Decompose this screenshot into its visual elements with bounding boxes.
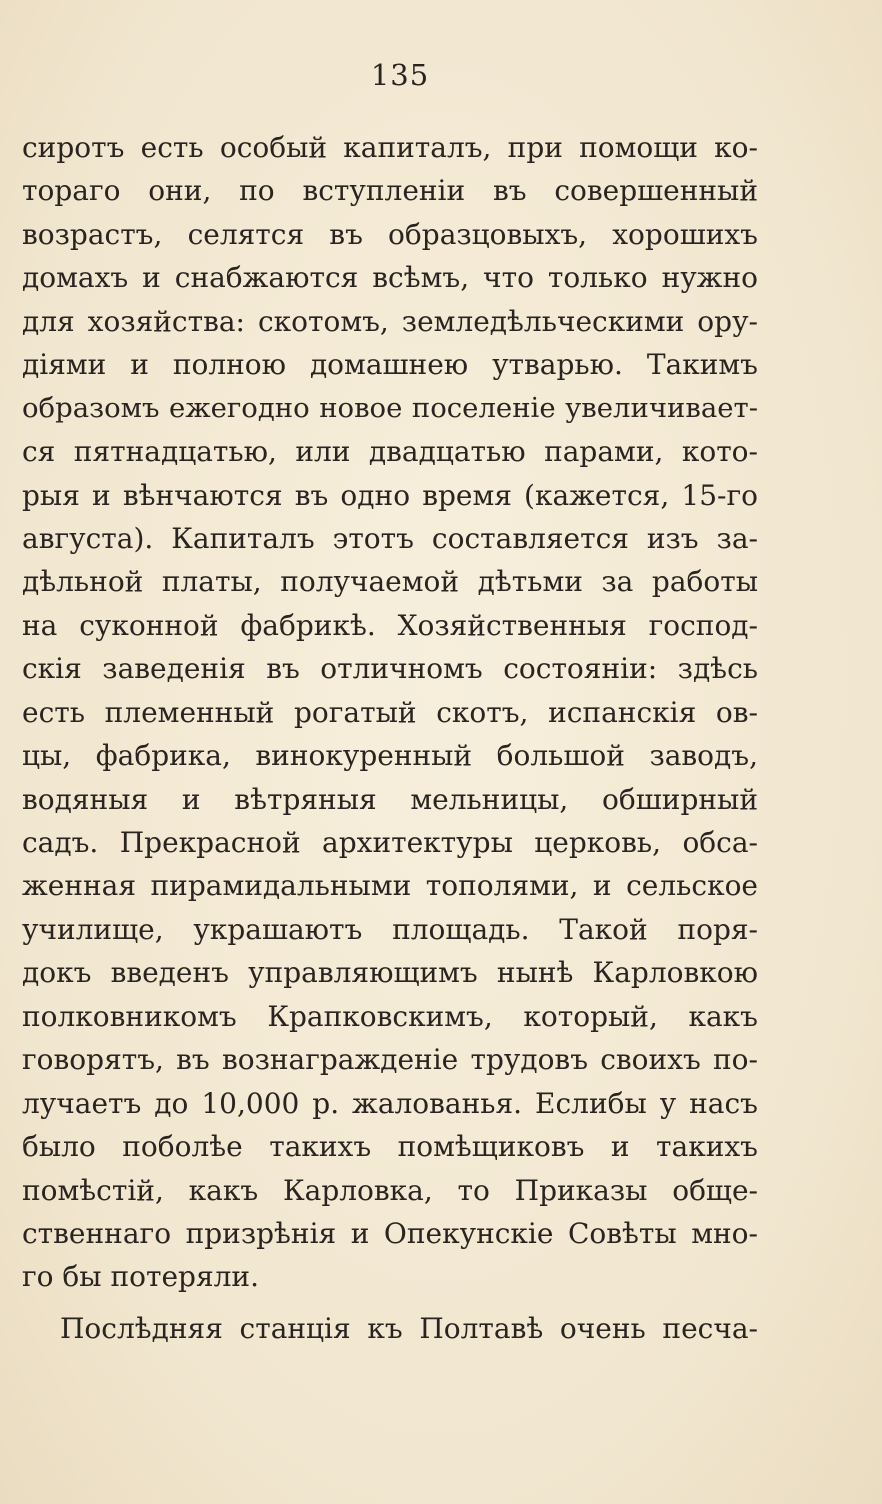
text-line: есть племенный рогатый скотъ, испанскія ов- [22, 695, 758, 729]
text-line: образомъ ежегодно новое поселеніе увеличивает- [22, 391, 758, 424]
text-line: рыя и вѣнчаются въ одно время (кажется, 15-го [22, 478, 758, 512]
text-line: ся пятнадцатью, или двадцатью парами, кото- [22, 435, 758, 469]
text-line: говорятъ, въ вознагражденіе трудовъ своихъ по- [22, 1043, 758, 1077]
text-line: го бы потеряли. [22, 1260, 259, 1294]
text-line: августа). Капиталъ этотъ составляется изъ за- [22, 521, 758, 555]
paragraph-1 [22, 126, 758, 1299]
text-line: на суконной фабрикѣ. Хозяйственныя господ- [22, 608, 758, 642]
text-line: училище, украшаютъ площадь. Такой поря- [22, 912, 758, 946]
text-line: садъ. Прекрасной архитектуры церковь, обса- [22, 826, 758, 859]
text-line: цы, фабрика, винокуренный большой заводъ, [22, 739, 758, 773]
text-line: женная пирамидальными тополями, и сельское [22, 869, 758, 903]
text-line: Послѣдняя станція къ Полтавѣ очень песча- [60, 1311, 758, 1345]
paragraph-2 [22, 1307, 758, 1350]
text-line: дѣльной платы, получаемой дѣтьми за работы [22, 565, 758, 599]
text-line: докъ введенъ управляющимъ нынѣ Карловкою [22, 956, 758, 990]
text-line: водяныя и вѣтряныя мельницы, обширный [22, 782, 758, 816]
text-line: сиротъ есть особый капиталъ, при помощи ко- [22, 131, 758, 164]
text-line: лучаетъ до 10,000 р. жалованья. Еслибы у насъ [22, 1086, 758, 1120]
text-line: діями и полною домашнею утварью. Такимъ [22, 348, 758, 382]
text-line: для хозяйства: скотомъ, земледѣльческими ору- [22, 304, 758, 338]
text-line: помѣстій, какъ Карловка, то Приказы обще- [22, 1173, 758, 1207]
text-line: полковникомъ Крапковскимъ, который, какъ [22, 999, 758, 1033]
text-line: возрастъ, селятся въ образцовыхъ, хорошихъ [22, 217, 758, 251]
body-text [22, 126, 758, 1350]
text-line: скія заведенія въ отличномъ состояніи: здѣсь [22, 652, 758, 686]
page-number: 135 [370, 58, 430, 92]
paragraph-gap [22, 1299, 758, 1307]
text-line: тораго они, по вступленіи въ совершенный [22, 174, 758, 208]
text-line: ственнаго призрѣнія и Опекунскіе Совѣты мно- [22, 1216, 758, 1250]
text-line: домахъ и снабжаются всѣмъ, что только нужно [22, 261, 758, 295]
text-line: было поболѣе такихъ помѣщиковъ и такихъ [22, 1130, 758, 1164]
